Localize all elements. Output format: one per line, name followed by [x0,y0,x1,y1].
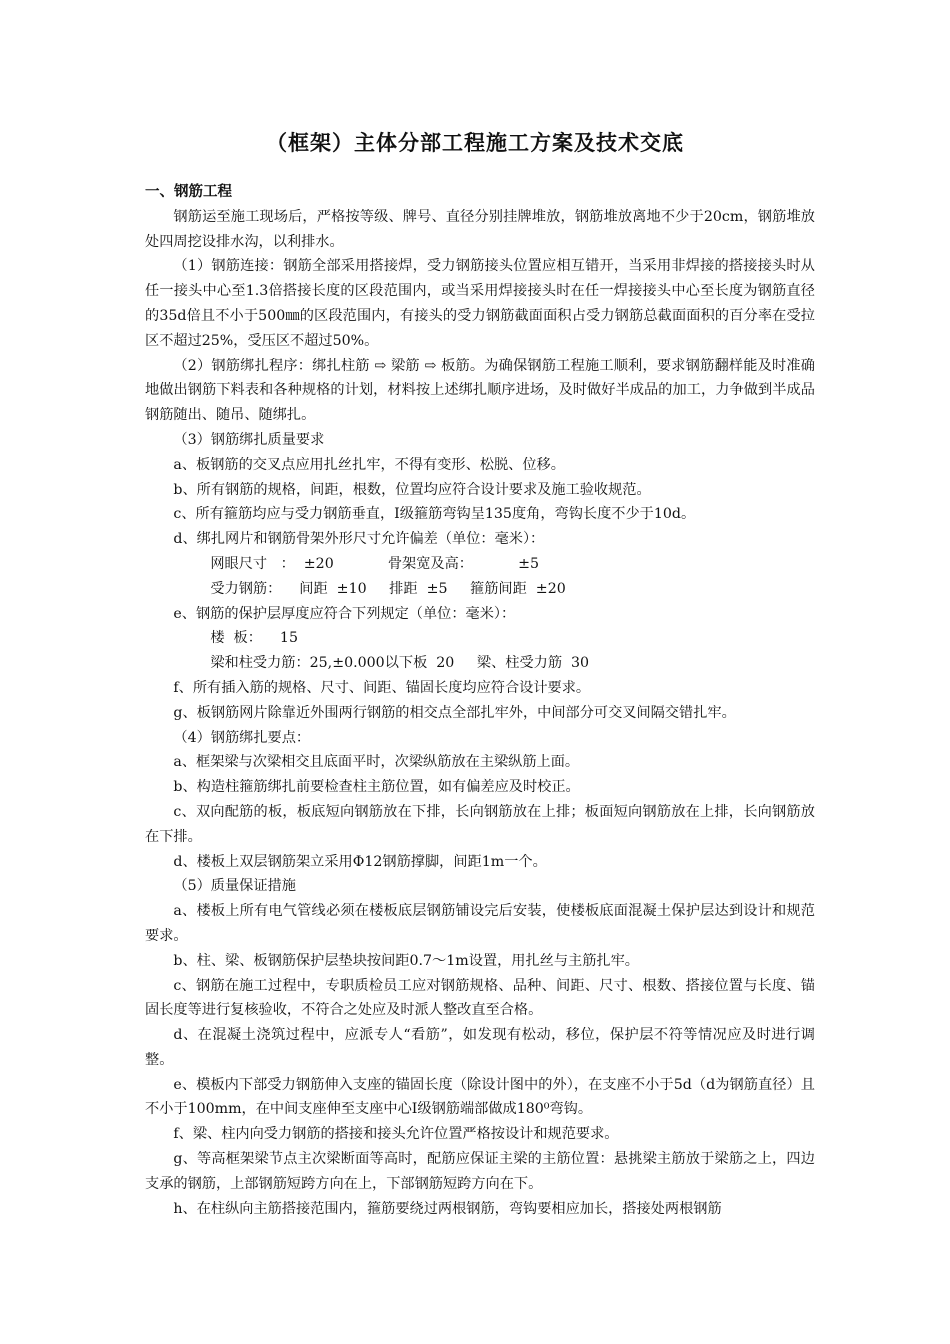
measure-item: g、等高框架梁节点主次梁断面等高时，配筋应保证主梁的主筋位置：悬挑梁主筋放于梁筋之上，四边支承的钢筋，上部钢筋短跨方向在上，下部钢筋短跨方向在下。 [145,1151,815,1192]
tolerance-line: 受力钢筋： 间距 ±10 排距 ±5 箍筋间距 ±20 [210,580,566,597]
quality-item: a、板钢筋的交叉点应用扎丝扎牢，不得有变形、松脱、位移。 [173,456,565,473]
paragraph-intro: 钢筋运至施工现场后，严格按等级、牌号、直径分别挂牌堆放，钢筋堆放离地不少于20cm，钢筋堆放处四周挖设排水沟，以利排水。 [145,208,815,250]
binding-point-item: c、双向配筋的板，板底短向钢筋放在下排，长向钢筋放在上排；板面短向钢筋放在上排，长向钢筋放在下排。 [145,803,815,845]
quality-item: d、绑扎网片和钢筋骨架外形尺寸允许偏差（单位：毫米）： [173,531,545,548]
tolerance-line: 网眼尺寸 ： ±20 骨架宽及高： ±5 [210,555,539,572]
paragraph-connection: （1）钢筋连接：钢筋全部采用搭接焊，受力钢筋接头位置应相互错开，当采用非焊接的搭接接头时从任一接头中心至1.3倍搭接长度的区段范围内，或当采用焊接接头时在任一焊接接头中心至长度为钢筋直径的35d倍且不小于500㎜的区段范围内，有接头的受力钢筋截面面积占受力钢筋总截面面积的百分率在受拉区不超过25%，受压区不超过50%。 [145,258,815,349]
subheading-quality-measures: （5）质量保证措施 [173,878,296,895]
measure-item: e、模板内下部受力钢筋伸入支座的锚固长度（除设计图中的外），在支座不小于5d（d为钢筋直径）且不小于100mm，在中间支座伸至支座中心Ⅰ级钢筋端部做成180⁰弯钩。 [145,1076,815,1118]
measure-item: c、钢筋在施工过程中，专职质检员工应对钢筋规格、品种、间距、尺寸、根数、搭接位置与长度、锚固长度等进行复核验收，不符合之处应及时派人整改直至合格。 [145,977,815,1019]
cover-line: 楼 板： 15 [210,630,298,647]
measure-item: d、在混凝土浇筑过程中，应派专人“看筋”，如发现有松动，移位，保护层不符等情况应及时进行调整。 [145,1027,815,1068]
measure-item: b、柱、梁、板钢筋保护层垫块按间距0.7～1m设置，用扎丝与主筋扎牢。 [173,952,639,969]
cover-line: 梁和柱受力筋：25,±0.000以下板 20 梁、柱受力筋 30 [210,655,590,672]
binding-point-item: d、楼板上双层钢筋架立采用Φ12钢筋撑脚，间距1m一个。 [173,853,547,870]
quality-item: g、板钢筋网片除靠近外围两行钢筋的相交点全部扎牢外，中间部分可交叉间隔交错扎牢。 [173,704,736,721]
subheading-binding-points: （4）钢筋绑扎要点： [173,729,311,746]
cover-item: e、钢筋的保护层厚度应符合下列规定（单位：毫米）： [173,605,516,622]
binding-point-item: a、框架梁与次梁相交且底面平时，次梁纵筋放在主梁纵筋上面。 [173,754,580,771]
document-body [145,180,815,1221]
paragraph-binding-order: （2）钢筋绑扎程序：绑扎柱筋 ⇨ 梁筋 ⇨ 板筋。为确保钢筋工程施工顺利，要求钢筋翻样能及时准确地做出钢筋下料表和各种规格的计划，材料按上述绑扎顺序进场，及时做好半成品的加工，力争做到半成品钢筋随出、随吊、随绑扎。 [145,357,815,424]
measure-item: a、楼板上所有电气管线必须在楼板底层钢筋铺设完后安装，使楼板底面混凝土保护层达到设计和规范要求。 [145,903,815,944]
document-title: （框架）主体分部工程施工方案及技术交底 [266,131,684,155]
measure-item: h、在柱纵向主筋搭接范围内，箍筋要绕过两根钢筋，弯钩要相应加长，搭接处两根钢筋 [173,1200,722,1217]
section-heading: 一、钢筋工程 [145,184,232,200]
measure-item: f、梁、柱内向受力钢筋的搭接和接头允许位置严格按设计和规范要求。 [173,1126,619,1143]
quality-item: f、所有插入筋的规格、尺寸、间距、锚固长度均应符合设计要求。 [173,679,591,696]
quality-item: c、所有箍筋均应与受力钢筋垂直，Ⅰ级箍筋弯钩呈135度角，弯钩长度不少于10d。 [173,506,696,523]
binding-point-item: b、构造柱箍筋绑扎前要检查柱主筋位置，如有偏差应及时校正。 [173,779,580,796]
subheading-quality: （3）钢筋绑扎质量要求 [173,431,325,448]
quality-item: b、所有钢筋的规格，间距，根数，位置均应符合设计要求及施工验收规范。 [173,481,651,498]
